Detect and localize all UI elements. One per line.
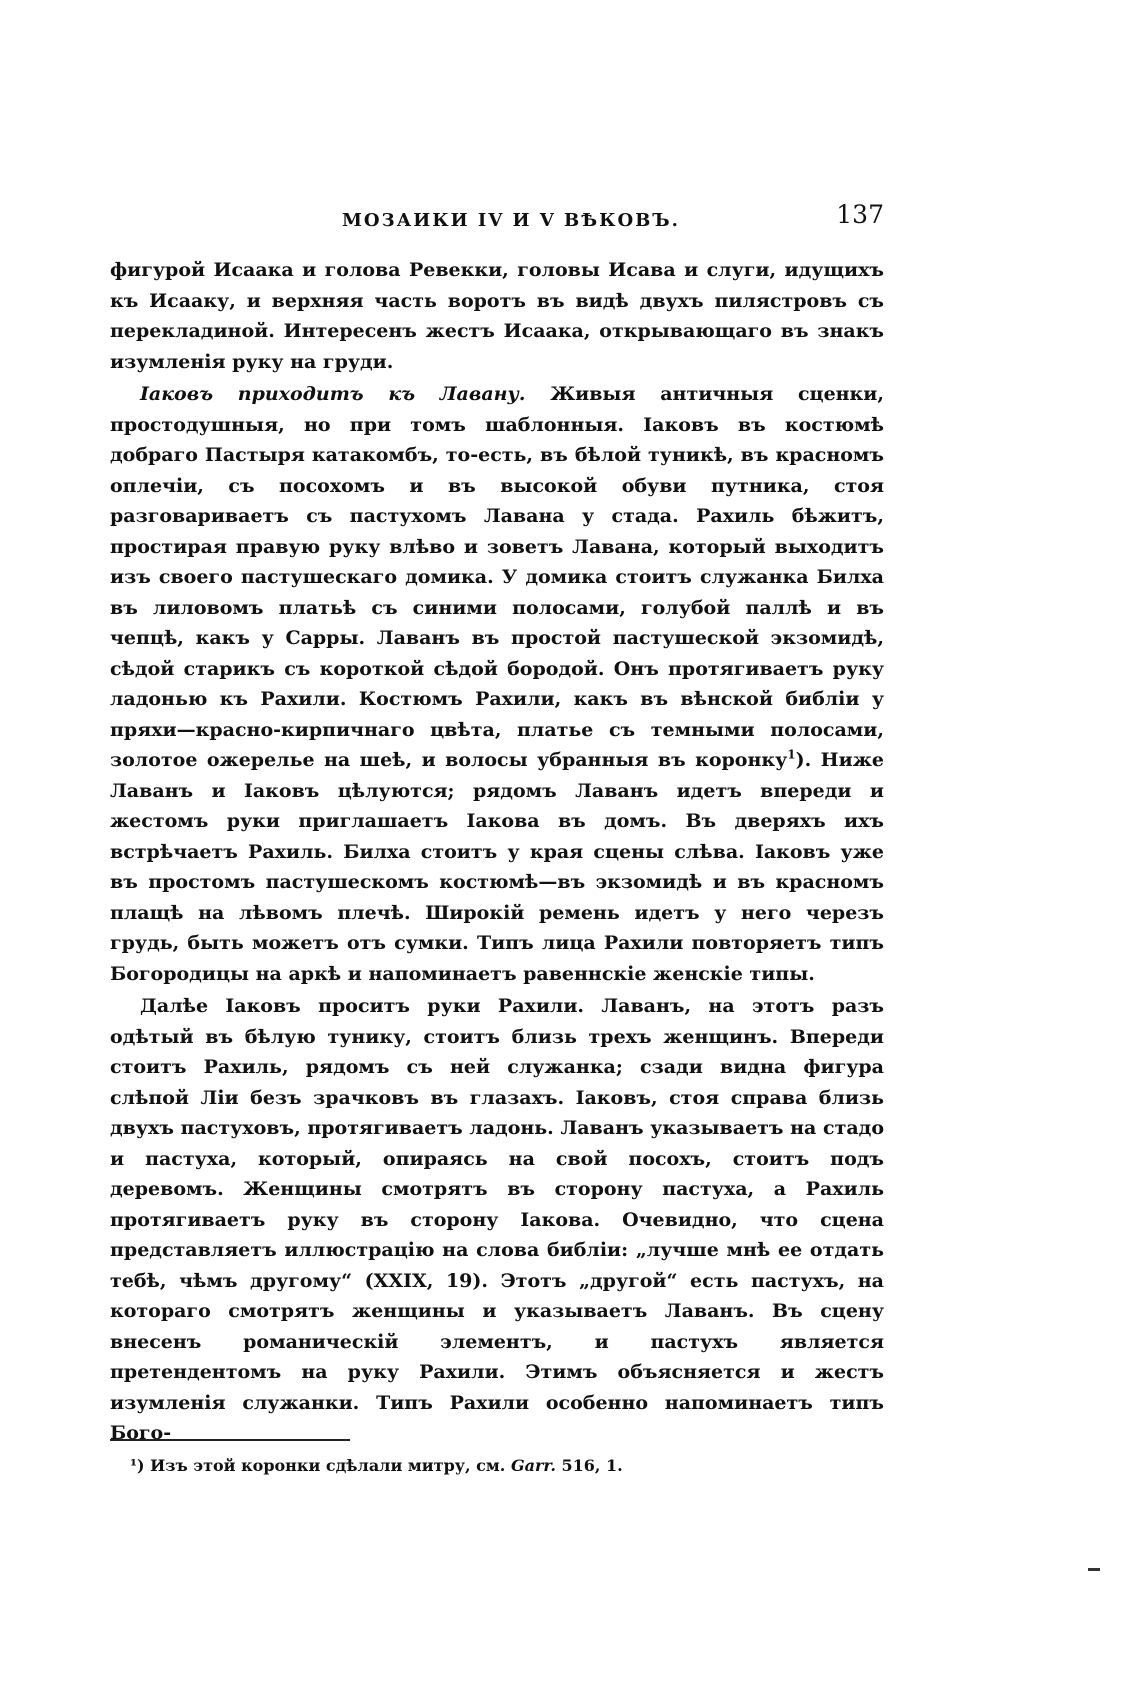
footnote-text-b: 516, 1. [555,1456,623,1475]
body-text [110,255,884,1449]
page-header [110,200,884,240]
footnote-divider [110,1439,350,1441]
paragraph-2 [110,379,884,989]
paragraph-2-text-a: Живыя античныя сценки, простодушныя, но при томъ шаблонныя. Іаковъ въ костюмѣ добраго Пастыря катакомбъ, то-есть, въ бѣлой туникѣ, въ красномъ оплечіи, съ посохомъ и въ высокой обуви путника, стоя разговариваетъ съ пастухомъ Лавана у стада. Рахиль бѣжитъ, простирая правую руку влѣво и зоветъ Лавана, который выходитъ изъ своего пастушескаго домика. У домика стоитъ служанка Билха въ лиловомъ платьѣ съ синими полосами, голубой паллѣ и въ чепцѣ, какъ у Сарры. Лаванъ въ простой пастушеской экзомидѣ, сѣдой старикъ съ короткой сѣдой бородой. Онъ протягиваетъ руку ладонью къ Рахили. Костюмъ Рахили, какъ въ вѣнской библіи у пряхи—красно-кирпичнаго цвѣта, платье съ темными полосами, золотое ожерелье на шеѣ, и волосы убранныя въ коронку [110,383,884,771]
page-number: 137 [836,200,884,229]
footnote-citation: Garr. [510,1456,556,1475]
footnote-reference: 1 [787,747,796,762]
scene-title-jacob-comes-to-laban: Іаковъ приходитъ къ Лавану. [140,383,526,405]
scan-mark [1088,1568,1100,1571]
running-title: МОЗАИКИ IV И V ВѢКОВЪ. [342,210,680,231]
footnote [130,1456,830,1475]
footnote-text-a: Изъ этой коронки сдѣлали митру, см. [144,1456,511,1475]
paragraph-1: фигурой Исаака и голова Ревекки, головы Исава и слуги, идущихъ къ Исааку, и верхняя часть воротъ въ видѣ двухъ пилястровъ съ перекладиной. Интересенъ жестъ Исаака, открывающаго въ знакъ изумленія руку на груди. [110,259,884,373]
footnote-marker: ¹) [130,1456,145,1475]
paragraph-2-text-b: ). Ниже Лаванъ и Іаковъ цѣлуются; рядомъ Лаванъ идетъ впереди и жестомъ руки приглашаетъ Іакова въ домъ. Въ дверяхъ ихъ встрѣчаетъ Рахиль. Билха стоитъ у края сцены слѣва. Іаковъ уже въ простомъ пастушескомъ костюмѣ—въ экзомидѣ и въ красномъ плащѣ на лѣвомъ плечѣ. Широкій ремень идетъ у него черезъ грудь, быть можетъ отъ сумки. Типъ лица Рахили повторяетъ типъ Богородицы на аркѣ и напоминаетъ равеннскіе женскіе типы. [110,749,884,985]
paragraph-3: Далѣе Іаковъ проситъ руки Рахили. Лаванъ, на этотъ разъ одѣтый въ бѣлую тунику, стоитъ близь трехъ женщинъ. Впереди стоитъ Рахиль, рядомъ съ ней служанка; сзади видна фигура слѣпой Ліи безъ зрачковъ въ глазахъ. Іаковъ, стоя справа близь двухъ пастуховъ, протягиваетъ ладонь. Лаванъ указываетъ на стадо и пастуха, который, опираясь на свой посохъ, стоитъ подъ деревомъ. Женщины смотрятъ въ сторону пастуха, а Рахиль протягиваетъ руку въ сторону Іакова. Очевидно, что сцена представляетъ иллюстрацію на слова библіи: „лучше мнѣ ее отдать тебѣ, чѣмъ другому“ (XXIX, 19). Этотъ „другой“ есть пастухъ, на котораго смотрятъ женщины и указываетъ Лаванъ. Въ сцену внесенъ романическій элементъ, и пастухъ является претендентомъ на руку Рахили. Этимъ объясняется и жестъ изумленія служанки. Типъ Рахили особенно напоминаетъ типъ Бого- [110,995,884,1444]
